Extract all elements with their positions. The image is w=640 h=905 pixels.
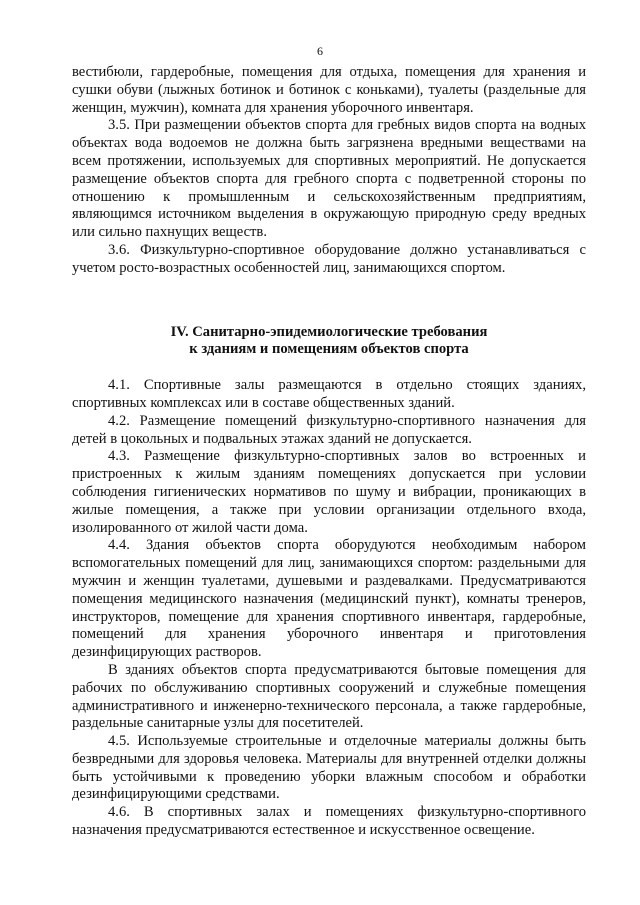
paragraph-3-5: 3.5. При размещении объектов спорта для гребных видов спорта на водных объектах вода водоемов не должна быть загрязнена вредными веществами на всем протяжении, используемых для спортивных мероприятий. Не допускается размещение объектов спорта для гребного спорта с подветренной стороны по отношению к промышленным и сельскохозяйственным предприятиям, являющимся источником выделения в окружающую природную среду вредных или сильно пахнущих веществ. [72,117,586,241]
paragraph-4-1: 4.1. Спортивные залы размещаются в отдельно стоящих зданиях, спортивных комплексах или в составе общественных зданий. [72,377,586,411]
paragraph-4-4-continued: В зданиях объектов спорта предусматриваются бытовые помещения для рабочих по обслуживанию спортивных сооружений и служебные помещения административного и инженерно-технического персонала, а также гардеробные, раздельные санитарные узлы для посетителей. [72,661,586,732]
paragraph-4-4: 4.4. Здания объектов спорта оборудуются необходимым набором вспомогательных помещений для лиц, занимающихся спортом: раздельными для мужчин и женщин туалетами, душевыми и раздевалками. Предусматриваются помещения медицинского назначения (медицинский пункт), комнаты тренеров, инструкторов, помещение для хранения спортивного инвентаря, гардеробные, помещений для хранения уборочного инвентаря и приготовления дезинфицирующих растворов. [72,537,586,661]
page-number: 6 [317,44,323,58]
paragraph-4-6: 4.6. В спортивных залах и помещениях физкультурно-спортивного назначения предусматриваются естественное и искусственное освещение. [72,804,586,839]
paragraph-4-3: 4.3. Размещение физкультурно-спортивных залов во встроенных и пристроенных к жилым зданиям помещениях допускается при условии соблюдения гигиенических нормативов по шуму и вибрации, проникающих в жилые помещения, а также при условии организации отдельного входа, изолированного от жилой части дома. [72,448,586,536]
paragraph-4-5: 4.5. Используемые строительные и отделочные материалы должны быть безвредными для здоровья человека. Материалы для внутренней отделки должны быть устойчивыми к проведению уборки влажным способом и обработки дезинфицирующими средствами. [72,733,586,803]
heading-gap [72,359,586,377]
paragraph-4-2: 4.2. Размещение помещений физкультурно-спортивного назначения для детей в цокольных и подвальных этажах зданий не допускается. [72,412,586,447]
section-heading-line-1: IV. Санитарно-эпидемиологические требования [170,323,488,340]
section-gap [72,278,586,324]
section-heading-line-2: к зданиям и помещениям объектов спорта [189,341,469,358]
document-body [72,64,586,840]
paragraph-continuation: вестибюли, гардеробные, помещения для отдыха, помещения для хранения и сушки обуви (лыжных ботинок и ботинок с коньками), туалеты (раздельные для женщин, мужчин), комната для хранения уборочного инвентаря. [72,64,586,116]
paragraph-3-6: 3.6. Физкультурно-спортивное оборудование должно устанавливаться с учетом росто-возрастных особенностей лиц, занимающихся спортом. [72,241,586,276]
section-heading [72,324,586,360]
